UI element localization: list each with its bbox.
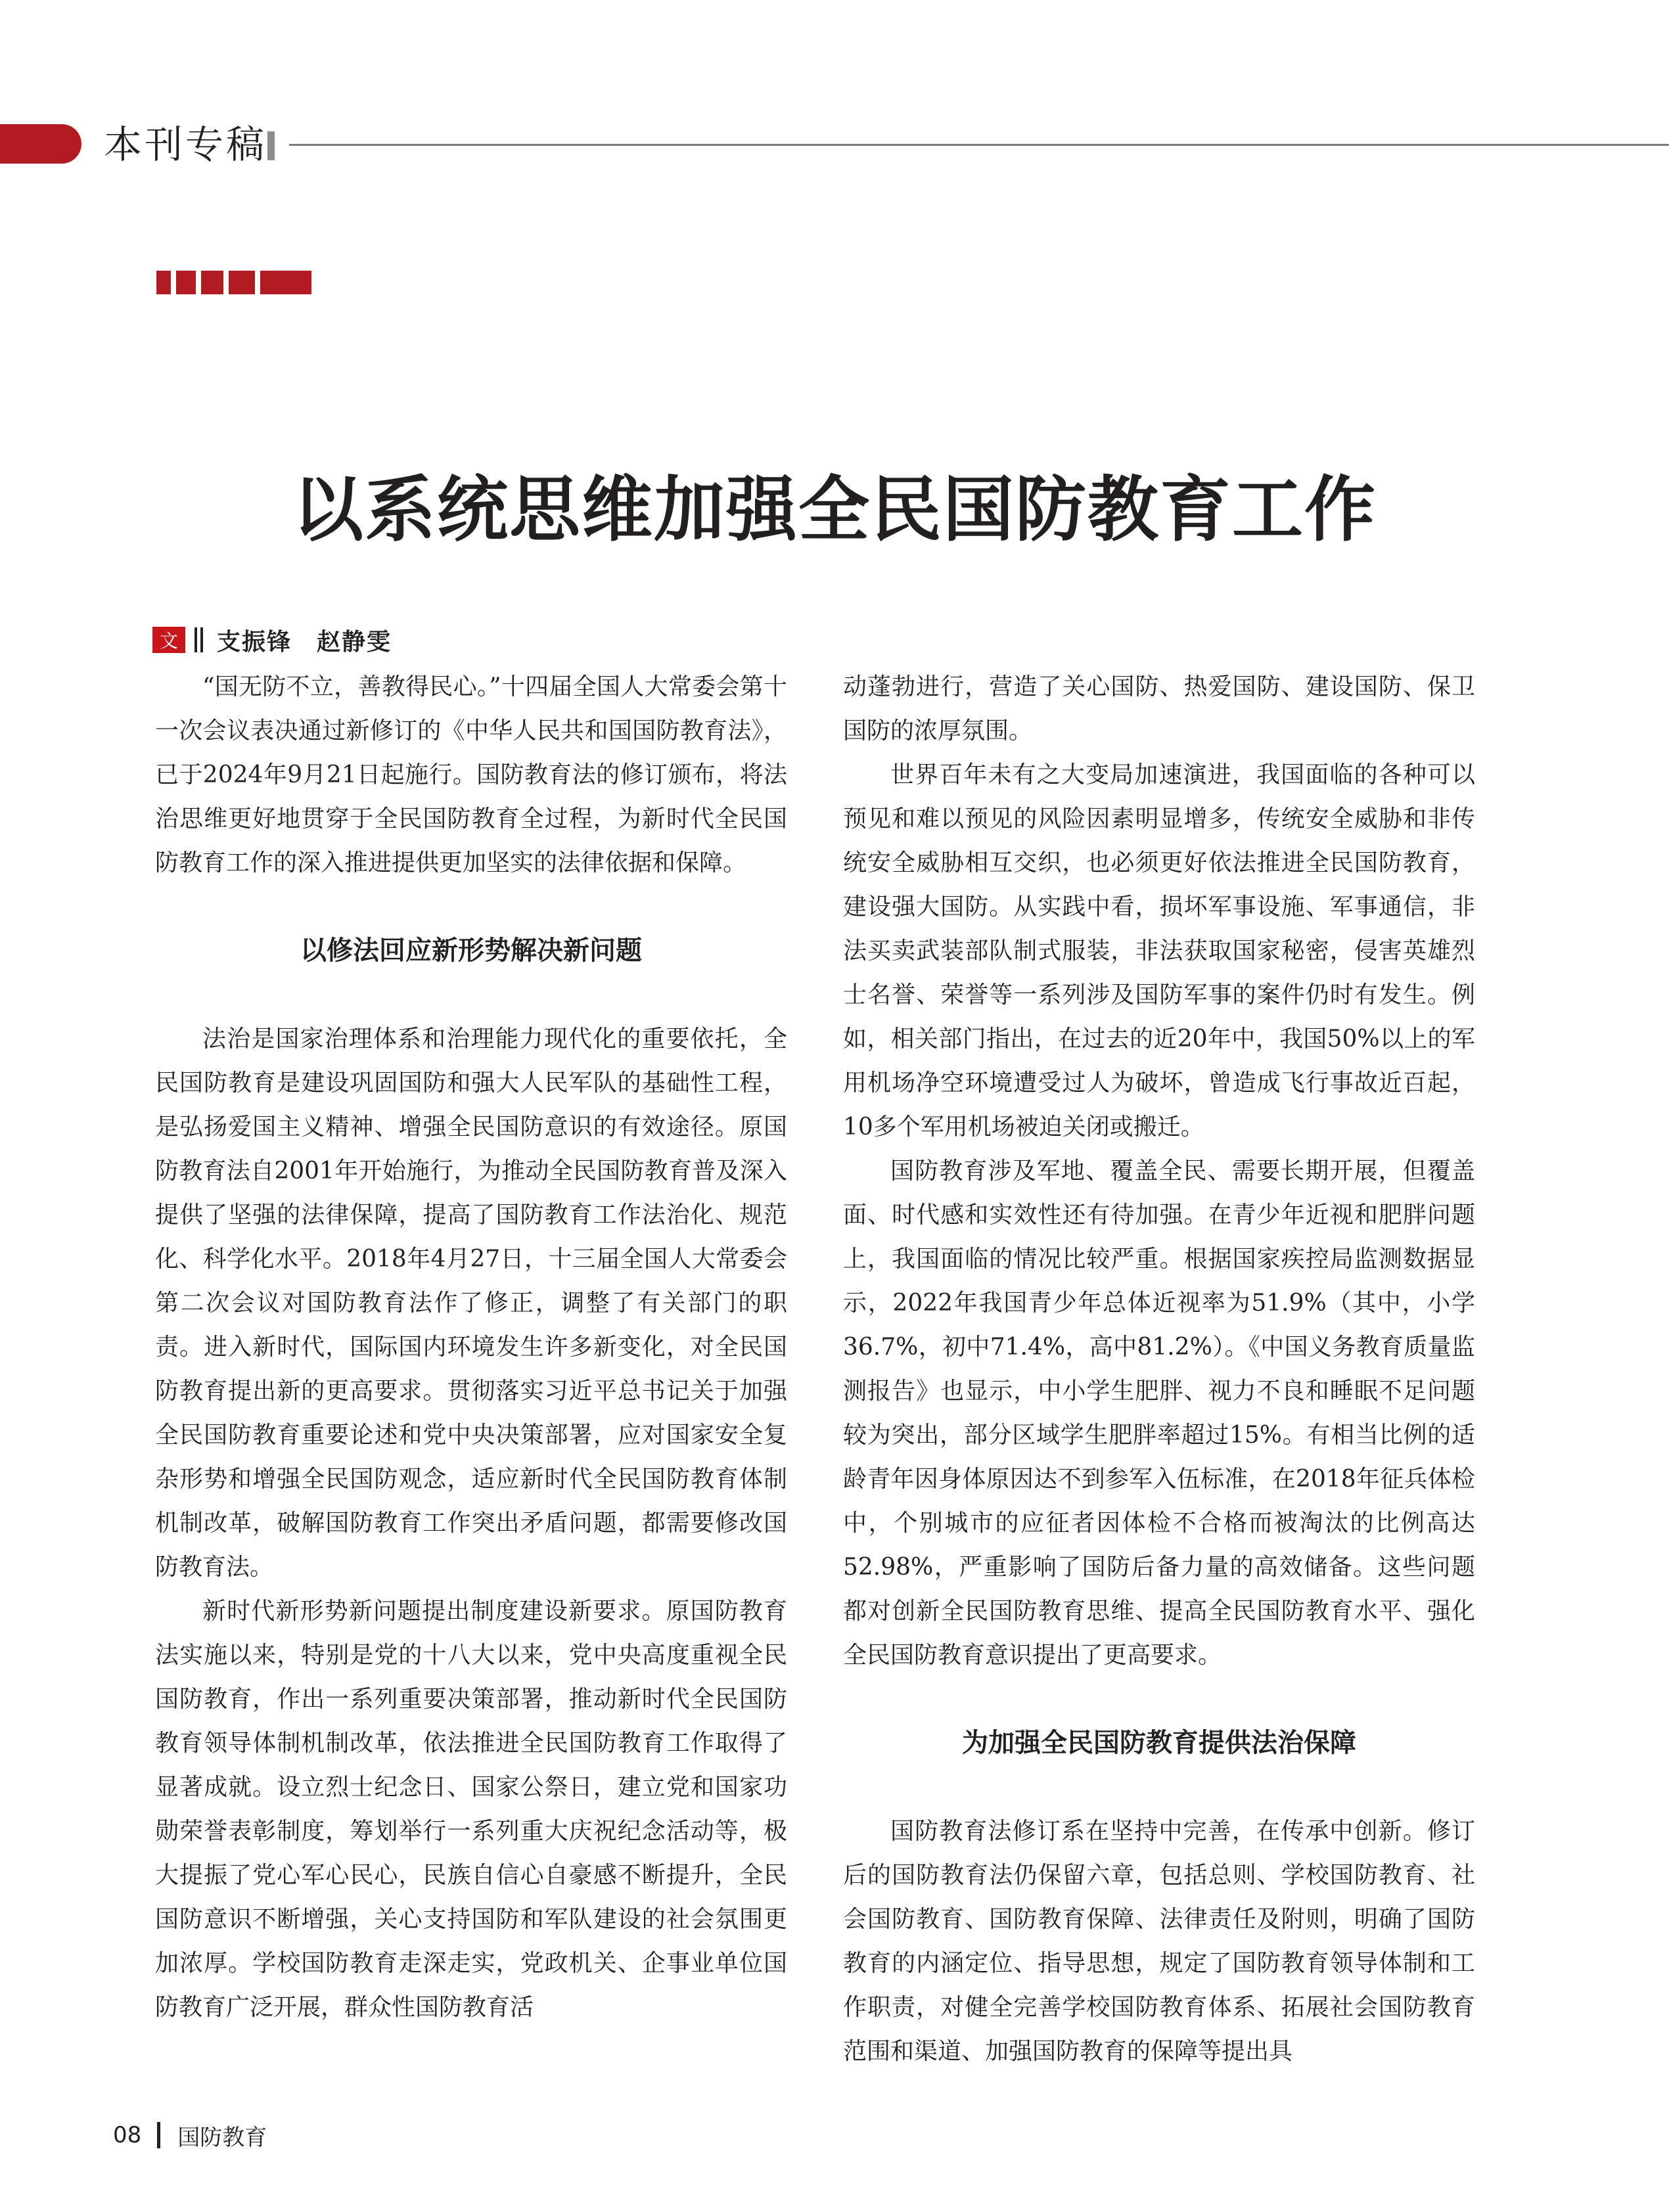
section-title: 本刊专稿	[104, 122, 267, 167]
paragraph: 新时代新形势新问题提出制度建设新要求。原国防教育法实施以来，特别是党的十八大以来，党中央高度重视全民国防教育，作出一系列重要决策部署，推动新时代全民国防教育领导体制机制改革，依法推进全民国防教育工作取得了显著成就。设立烈士纪念日、国家公祭日，建立党和国家功勋荣誉表彰制度，筹划举行一系列重大庆祝纪念活动等，极大提振了党心军心民心，民族自信心自豪感不断提升，全民国防意识不断增强，关心支持国防和军队建设的社会氛围更加浓厚。学校国防教育走深走实，党政机关、企事业单位国防教育广泛开展，群众性国防教育活	[155, 1598, 787, 2021]
section-heading: 以修法回应新形势解决新问题	[300, 936, 642, 966]
byline-authors: 支振锋 赵静雯	[217, 628, 392, 656]
page-number: 08	[113, 2122, 142, 2148]
footer-separator	[157, 2122, 160, 2148]
paragraph: 世界百年未有之大变局加速演进，我国面临的各种可以预见和难以预见的风险因素明显增多，传统安全威胁和非传统安全威胁相互交织，也必须更好依法推进全民国防教育，建设强大国防。从实践中看，损坏军事设施、军事通信，非法买卖武装部队制式服装，非法获取国家秘密，侵害英雄烈士名誉、荣誉等一系列涉及国防军事的案件仍时有发生。例如，相关部门指出，在过去的近20年中，我国50%以上的军用机场净空环境遭受过人为破坏，曾造成飞行事故近百起，10多个军用机场被迫关闭或搬迁。	[843, 761, 1475, 1140]
paragraph: 国防教育涉及军地、覆盖全民、需要长期开展，但覆盖面、时代感和实效性还有待加强。在青少年近视和肥胖问题上，我国面临的情况比较严重。根据国家疾控局监测数据显示，2022年我国青少年总体近视率为51.9%（其中，小学36.7%，初中71.4%，高中81.2%）。《中国义务教育质量监测报告》也显示，中小学生肥胖、视力不良和睡眠不足问题较为突出，部分区域学生肥胖率超过15%。有相当比例的适龄青年因身体原因达不到参军入伍标准，在2018年征兵体检中，个别城市的应征者因体检不合格而被淘汰的比例高达52.98%，严重影响了国防后备力量的高效储备。这些问题都对创新全民国防教育思维、提高全民国防教育水平、强化全民国防教育意识提出了更高要求。	[843, 1158, 1475, 1669]
publication-name: 国防教育	[177, 2124, 267, 2151]
section-tab-marker	[0, 124, 81, 164]
section-heading: 为加强全民国防教育提供法治保障	[962, 1728, 1356, 1758]
page-footer	[113, 2115, 267, 2155]
paragraph: 国防教育法修订系在坚持中完善，在传承中创新。修订后的国防教育法仍保留六章，包括总则、学校国防教育、社会国防教育、国防教育保障、法律责任及附则，明确了国防教育的内涵定位、指导思想，规定了国防教育领导体制和工作职责，对健全完善学校国防教育体系、拓展社会国防教育范围和渠道、加强国防教育的保障等提出具	[843, 1818, 1475, 2065]
byline	[152, 624, 392, 656]
article-title: 以系统思维加强全民国防教育工作	[292, 469, 1377, 552]
section-divider-mark	[267, 131, 275, 160]
byline-separator	[194, 627, 197, 652]
left-column	[155, 665, 787, 2029]
paragraph-continued: 动蓬勃进行，营造了关心国防、热爱国防、建设国防、保卫国防的浓厚氛围。	[843, 673, 1475, 744]
paragraph: “国无防不立，善教得民心。”十四届全国人大常委会第十一次会议表决通过新修订的《中华人民共和国国防教育法》，已于2024年9月21日起施行。国防教育法的修订颁布，将法治思维更好地贯穿于全民国防教育全过程，为新时代全民国防教育工作的深入推进提供更加坚实的法律依据和保障。	[155, 673, 787, 876]
byline-badge: 文	[152, 627, 185, 653]
right-column	[843, 665, 1475, 2073]
paragraph: 法治是国家治理体系和治理能力现代化的重要依托，全民国防教育是建设巩固国防和强大人民军队的基础性工程，是弘扬爱国主义精神、增强全民国防意识的有效途径。原国防教育法自2001年开始施行，为推动全民国防教育普及深入提供了坚强的法律保障，提高了国防教育工作法治化、规范化、科学化水平。2018年4月27日，十三届全国人大常委会第二次会议对国防教育法作了修正，调整了有关部门的职责。进入新时代，国际国内环境发生许多新变化，对全民国防教育提出新的更高要求。贯彻落实习近平总书记关于加强全民国防教育重要论述和党中央决策部署，应对国家安全复杂形势和增强全民国防观念，适应新时代全民国防教育体制机制改革，破解国防教育工作突出矛盾问题，都需要修改国防教育法。	[155, 1026, 787, 1581]
header-rule	[289, 144, 1669, 146]
